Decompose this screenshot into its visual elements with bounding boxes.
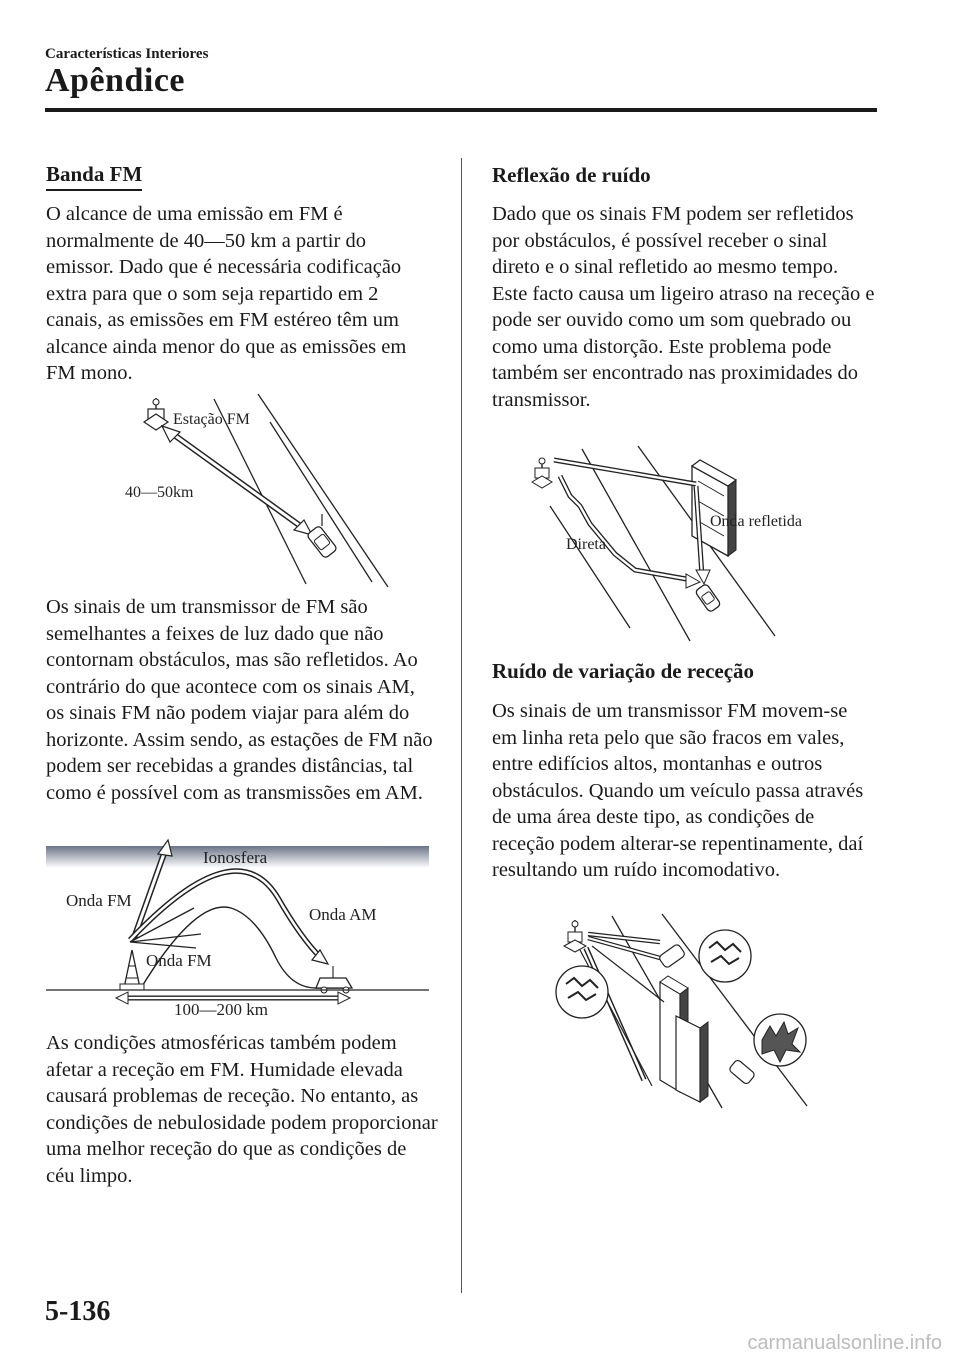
noise-reflection-paragraph: Dado que os sinais FM podem ser refletidos por obstáculos, é possível receber o sinal direto e o sinal refletido ao mesmo tempo. Este facto causa um ligeiro atraso na receção e pode ser ouvido como um som quebrado ou como uma distorção. Este problema pode também ser encontrado nas proximidades do transmissor. bbox=[492, 203, 875, 411]
section-label: Características Interiores bbox=[45, 46, 209, 62]
noise-reflection-section bbox=[492, 163, 877, 188]
fm-wave-label-bottom: Onda FM bbox=[146, 951, 212, 970]
ionosphere-figure bbox=[46, 838, 436, 1018]
noise-reflection-paragraph-block bbox=[492, 201, 877, 413]
car-icon bbox=[728, 1059, 755, 1085]
road-line-outer bbox=[270, 422, 372, 582]
reception-noise-section bbox=[492, 659, 877, 684]
fm-band-section bbox=[46, 162, 438, 191]
noise-burst-icon bbox=[754, 1014, 806, 1066]
direct-label: Direta bbox=[566, 536, 606, 553]
paragraph-3-block bbox=[46, 1030, 438, 1189]
car-icon bbox=[316, 966, 352, 993]
building-icon bbox=[660, 976, 708, 1102]
radio-tower-icon bbox=[144, 398, 168, 430]
paragraph-2-block bbox=[46, 594, 438, 806]
reflected-label: Onda refletida bbox=[710, 513, 802, 530]
noise-reflection-heading: Reflexão de ruído bbox=[492, 163, 651, 187]
radio-mast-icon bbox=[120, 950, 144, 990]
distance-label: 40―50km bbox=[125, 484, 194, 501]
page-title: Apêndice bbox=[45, 62, 185, 99]
double-arrow-icon bbox=[162, 426, 312, 535]
radio-tower-icon bbox=[564, 920, 586, 952]
car-icon bbox=[695, 583, 721, 612]
header-rule bbox=[45, 108, 877, 112]
fm-range-figure bbox=[110, 392, 410, 587]
reception-noise-heading: Ruído de variação de receção bbox=[492, 659, 755, 683]
radio-tower-icon bbox=[532, 458, 552, 488]
watermark: carmanualsonline.info bbox=[747, 1332, 942, 1354]
reception-noise-figure bbox=[552, 912, 812, 1112]
car-icon bbox=[658, 943, 686, 968]
am-wave-label: Onda AM bbox=[309, 905, 377, 924]
range-label: 100―200 km bbox=[174, 1000, 268, 1019]
fm-band-paragraph-block bbox=[46, 201, 438, 387]
noise-bubble-icon bbox=[699, 930, 751, 982]
noise-bubble-icon bbox=[556, 966, 608, 1018]
fm-wave-label-top: Onda FM bbox=[66, 891, 132, 910]
ionosphere-label: Ionosfera bbox=[203, 848, 268, 867]
car-icon bbox=[306, 525, 337, 558]
reception-noise-paragraph: Os sinais de um transmissor FM movem-se em linha reta pelo que são fracos em vales, entre edifícios altos, montanhas e outros obstáculos. Quando um veículo passa através de uma área deste tipo, as condições de receção podem alterar-se repentinamente, daí resultando um ruído incomodativo. bbox=[492, 700, 864, 881]
page-number: 5-136 bbox=[45, 1296, 111, 1327]
fm-band-paragraph: O alcance de uma emissão em FM é normalmente de 40―50 km a partir do emissor. Dado que é necessária codificação extra para que o som seja repartido em 2 canais, as emissões em FM estéreo têm um alcance ainda menor do que as emissões em FM mono. bbox=[46, 203, 407, 384]
reception-noise-paragraph-block bbox=[492, 698, 877, 884]
atmosphere-paragraph: As condições atmosféricas também podem afetar a receção em FM. Humidade elevada causará problemas de receção. No entanto, as condições de nebulosidade podem proporcionar uma melhor receção do que as condições de céu limpo. bbox=[46, 1032, 438, 1187]
fm-vs-am-paragraph: Os sinais de um transmissor de FM são semelhantes a feixes de luz dado que não contornam obstáculos, mas são refletidos. Ao contrário do que acontece com os sinais AM, os sinais FM não podem viajar para além do horizonte. Assim sendo, as estações de FM não podem ser recebidas a grandes distâncias, tal como é possível com as transmissões em AM. bbox=[46, 596, 433, 804]
column-divider bbox=[461, 158, 462, 1293]
station-label: Estação FM bbox=[173, 411, 250, 428]
reflection-figure bbox=[520, 446, 802, 644]
fm-band-heading: Banda FM bbox=[46, 162, 438, 191]
road-line-right bbox=[258, 394, 388, 587]
